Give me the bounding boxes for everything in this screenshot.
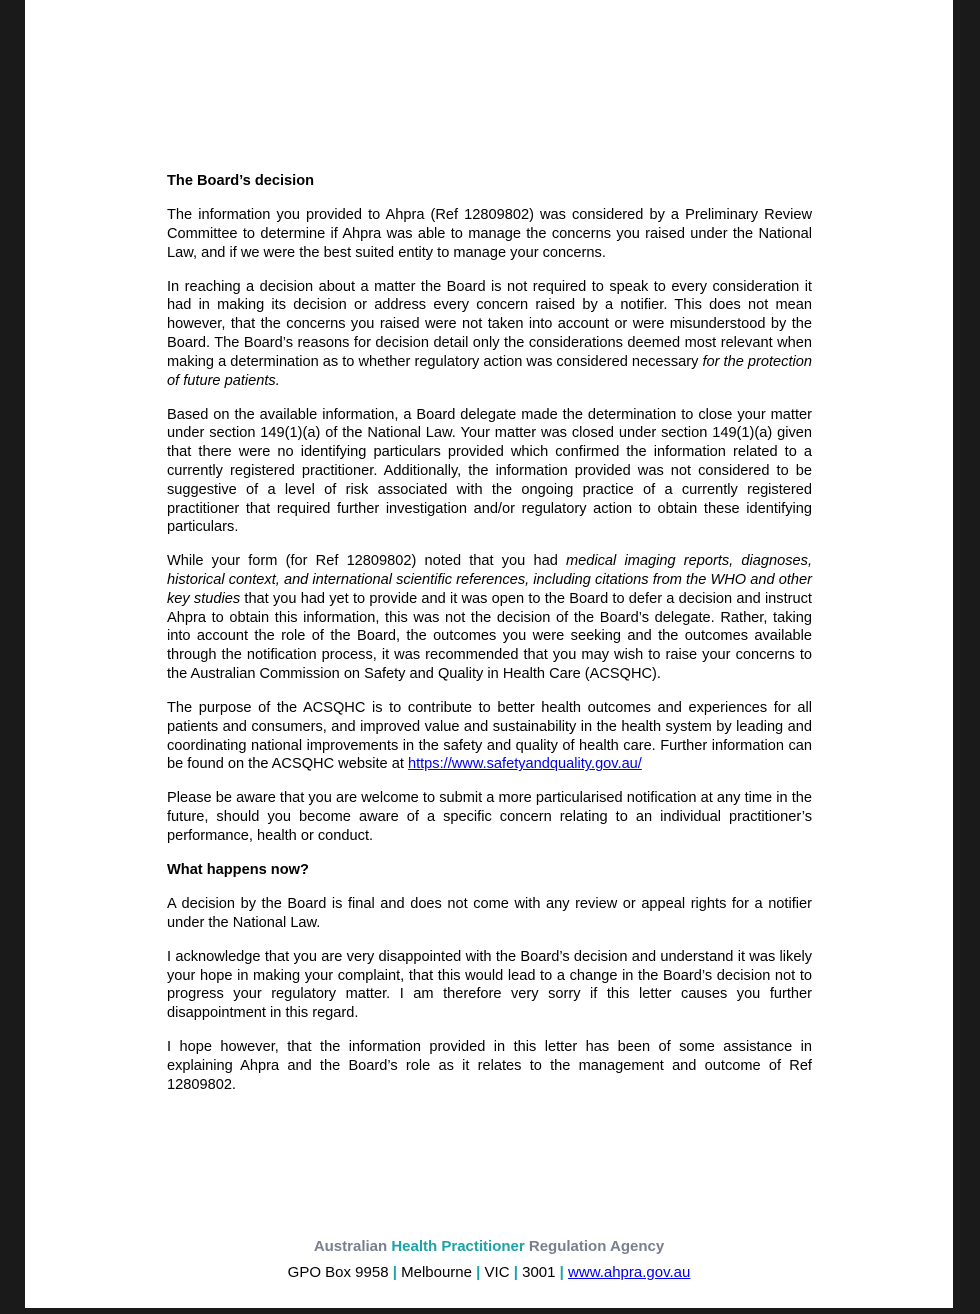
acsqhc-website-link[interactable]: https://www.safetyandquality.gov.au/ bbox=[407, 756, 642, 773]
paragraph-3: Based on the available information, a Board delegate made the determination to close your matter under section 149(1)(a) of the National Law. Your matter was closed under section 149(1)(a) given that there were no identifying particulars provided which confirmed the information related to a currently registered practitioner. Additionally, the information provided was not considered to be suggestive of a level of risk associated with the ongoing practice of a currently registered practitioner that required further investigation and/or regulatory action to obtain these identifying particulars. bbox=[167, 406, 812, 536]
heading-boards-decision: The Board’s decision bbox=[167, 173, 315, 189]
paragraph-1: The information you provided to Ahpra (Ref 12809802) was considered by a Preliminary Review Committee to determine if Ahpra was able to manage the concerns you raised under the National Law, and if we were the best suited entity to manage your concerns. bbox=[167, 206, 812, 261]
ahpra-website-link[interactable]: www.ahpra.gov.au bbox=[568, 1264, 691, 1281]
separator: | bbox=[513, 1264, 518, 1281]
paragraph-9: I hope however, that the information provided in this letter has been of some assistance in explaining Ahpra and the Board’s role as it relates to the management and outcome of Ref 12809802. bbox=[167, 1039, 812, 1093]
document-page bbox=[25, 0, 953, 1308]
separator: | bbox=[559, 1264, 564, 1281]
paragraph-5: The purpose of the ACSQHC is to contribute to better health outcomes and experiences for all patients and consumers, and improved value and sustainability in the health system by leading and coordinating national improvements in the safety and quality of health care. Further information can be found on the ACSQHC website at https://www.safetyandquality.gov.au/ bbox=[167, 700, 812, 773]
separator: | bbox=[476, 1264, 481, 1281]
paragraph-6: Please be aware that you are welcome to submit a more particularised notification at any time in the future, should you become aware of a specific concern relating to an individual practitioner’s performance, health or conduct. bbox=[167, 790, 812, 845]
paragraph-7: A decision by the Board is final and does not come with any review or appeal rights for a notifier under the National Law. bbox=[167, 896, 812, 931]
letter-body bbox=[167, 172, 812, 1110]
paragraph-2: In reaching a decision about a matter the Board is not required to speak to every consideration it had in making its decision or address every concern raised by a notifier. This does not mean however, that the concerns you raised were not taken into account or were misunderstood by the Board. The Board’s reasons for decision detail only the considerations deemed most relevant when making a determination as to whether regulatory action was considered necessary for the protection of future patients. bbox=[167, 278, 812, 389]
heading-what-happens-now: What happens now? bbox=[167, 862, 309, 879]
footer-agency-name: Australian Health Practitioner Regulation Agency bbox=[313, 1238, 665, 1255]
separator: | bbox=[392, 1264, 397, 1281]
footer-address: GPO Box 9958 | Melbourne | VIC | 3001 | www.ahpra.gov.au bbox=[287, 1264, 691, 1281]
paragraph-8: I acknowledge that you are very disappointed with the Board’s decision and understand it was likely your hope in making your complaint, that this would lead to a change in the Board’s decision not to progress your regulatory matter. I am therefore very sorry if this letter causes you further disappointment in this regard. bbox=[167, 948, 812, 1022]
paragraph-4: While your form (for Ref 12809802) noted that you had medical imaging reports, diagnoses, historical context, and international scientific references, including citations from the WHO and other key studies that you had yet to provide and it was open to the Board to defer a decision and instruct Ahpra to obtain this information, this was not the decision of the Board’s delegate. Rather, taking into account the role of the Board, the outcomes you were seeking and the outcomes available through the notification process, it was recommended that you may wish to raise your concerns to the Australian Commission on Safety and Quality in Health Care (ACSQHC). bbox=[167, 553, 812, 683]
